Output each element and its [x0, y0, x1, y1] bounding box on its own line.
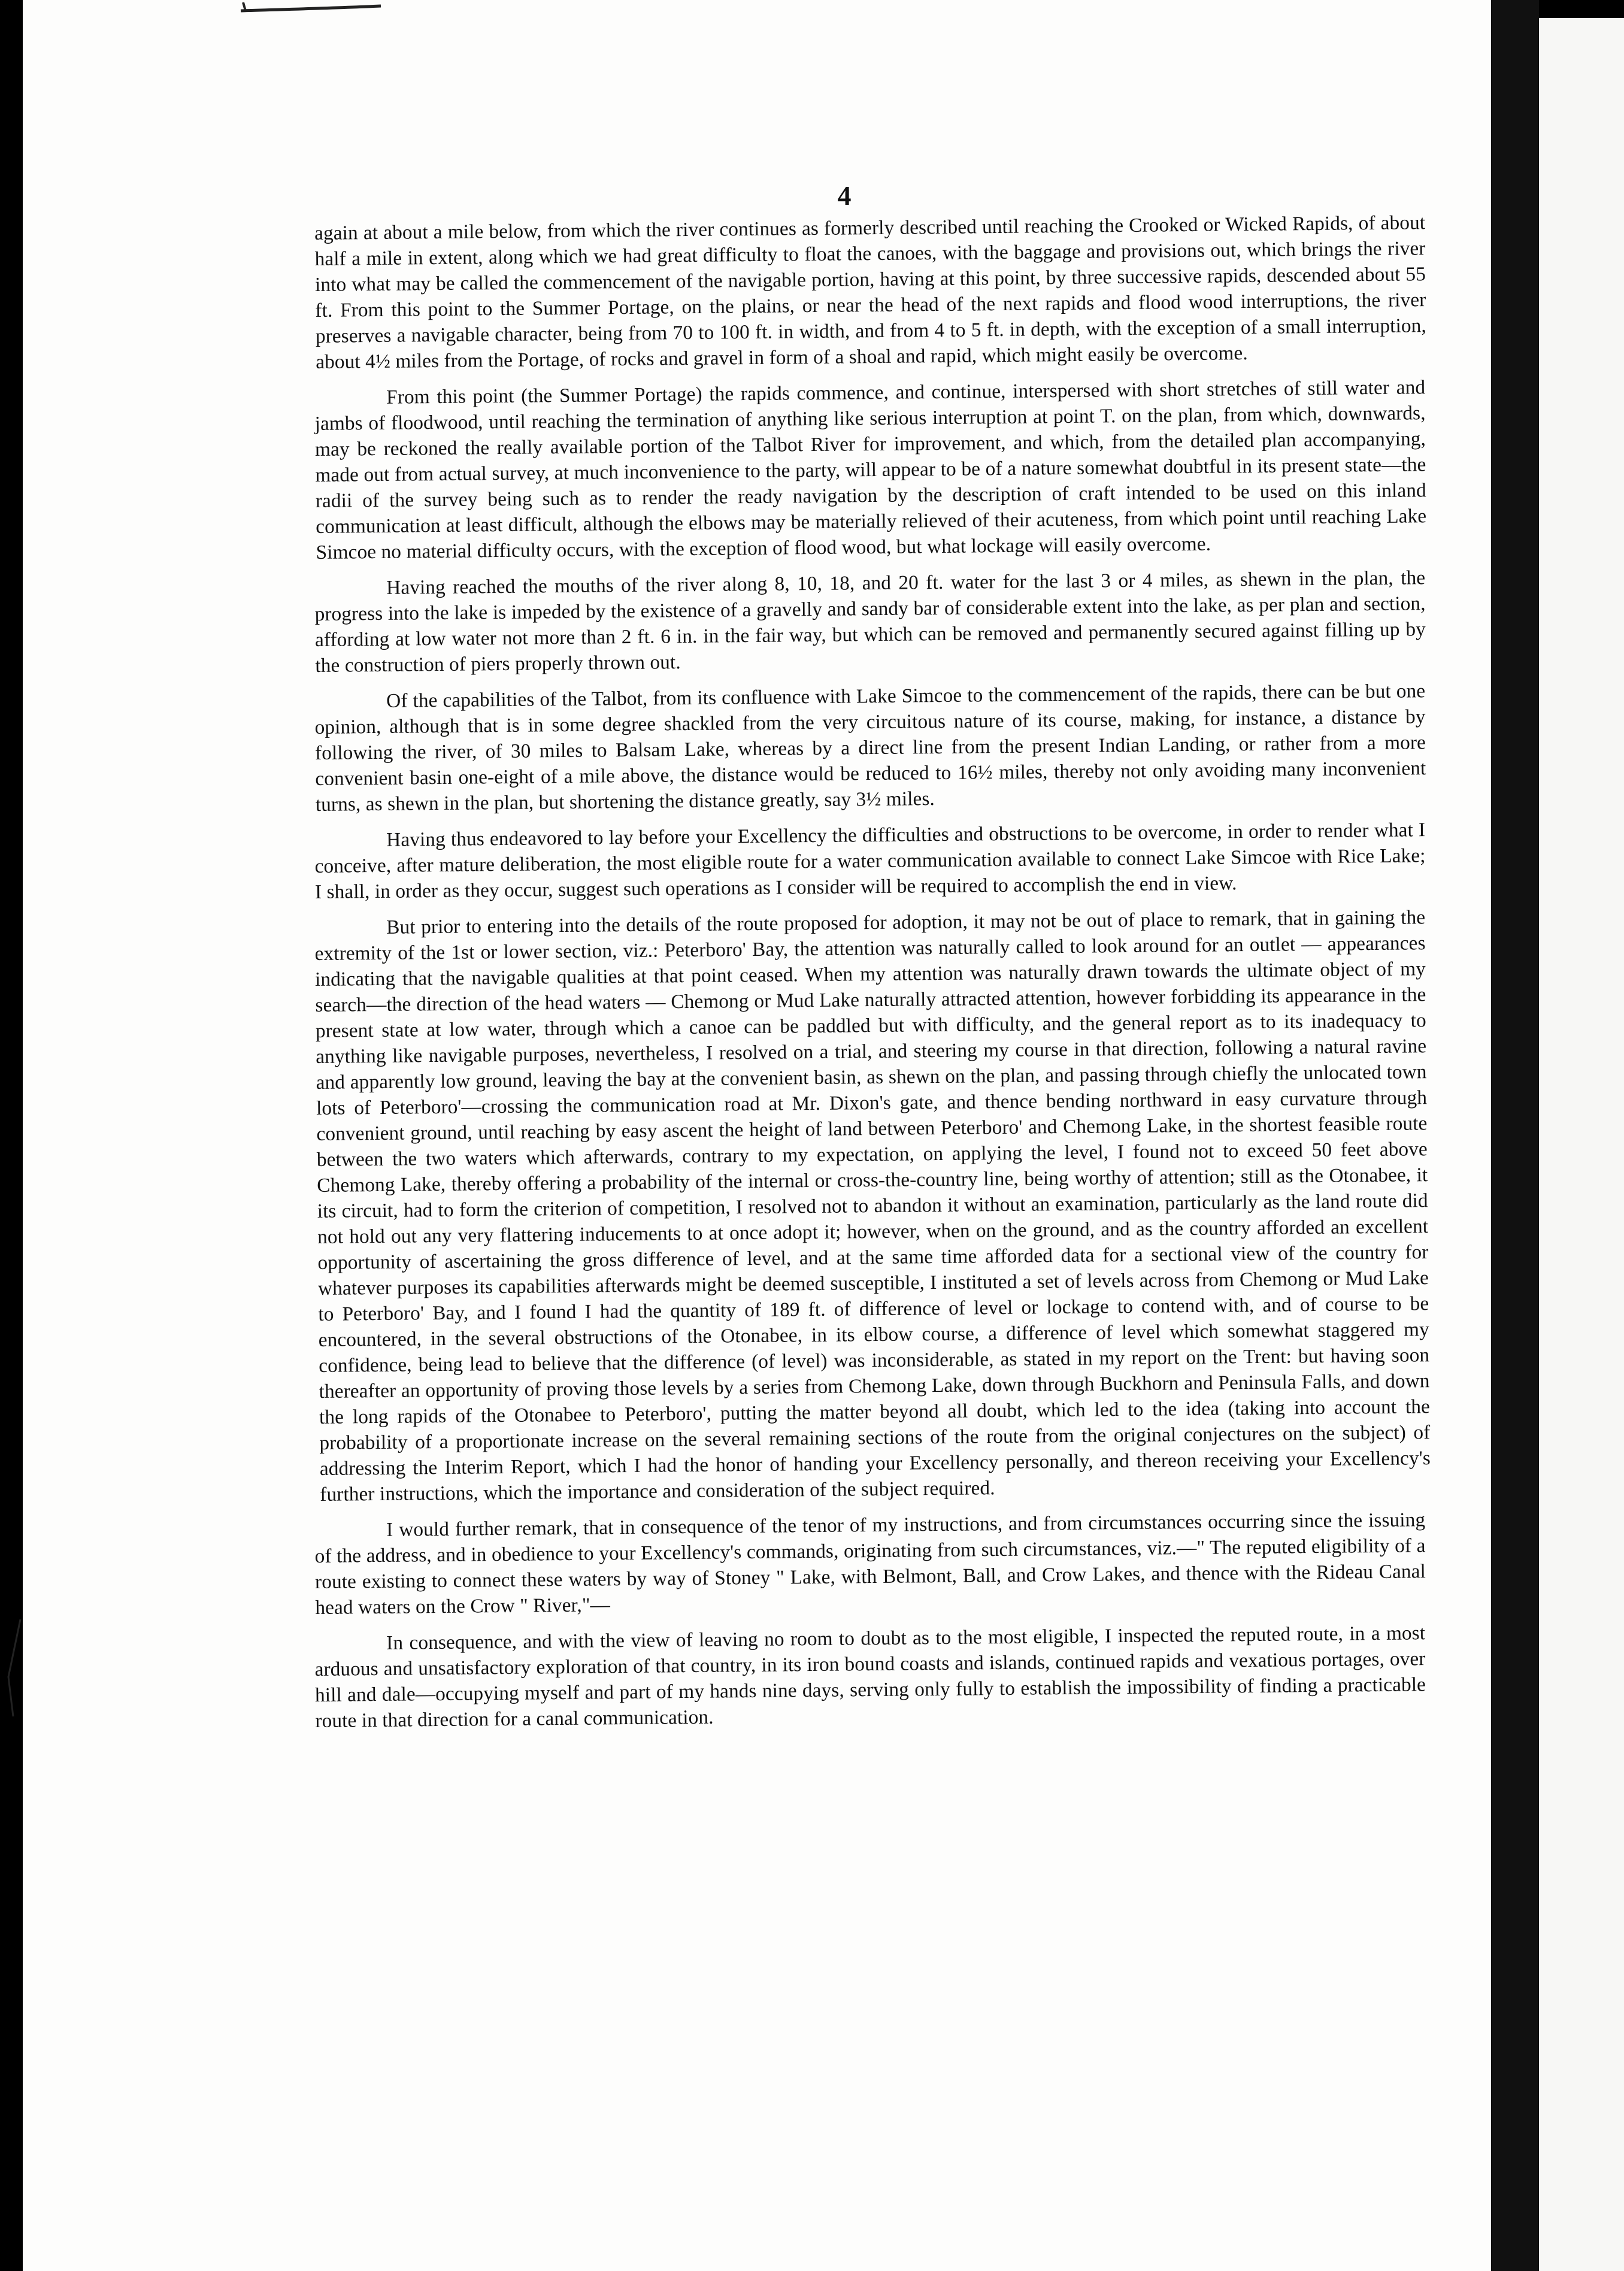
margin-slash-mark	[5, 1617, 23, 1719]
paragraph: But prior to entering into the details of the route proposed for adoption, it may not be out of place to remark, that in gaining the extremity of the 1st or lower section, viz.: Peterboro' Bay, the attention was naturally called to look around for an outlet — appearances indicating that the navigable qualities at that point ceased. When my attention was naturally drawn towards the ultimate object of my search—the direction of the head waters — Chemong or Mud Lake naturally attracted attention, however forbidding its appearance in the present state at low water, through which a canoe can be paddled but with difficulty, and the general report as to its inadequacy to anything like navigable purposes, nevertheless, I resolved on a trial, and steering my course in that direction, following a natural ravine and apparently low ground, leaving the bay at the convenient basin, as shewn on the plan, and passing through chiefly the unlocated town lots of Peterboro'—crossing the communication road at Mr. Dixon's gate, and thence bending northward in easy curvature through convenient ground, until reaching by easy ascent the height of land between Peterboro' and Chemong Lake, in the shortest feasible route between the two waters which afterwards, contrary to my expectation, on applying the level, I found not to exceed 50 feet above Chemong Lake, thereby offering a probability of the internal or cross-the-country line, being worthy of attention; still as the Otonabee, it its circuit, had to form the criterion of competition, I resolved not to abandon it without an examination, particularly as the land route did not hold out any very flattering inducements to at once adopt it; however, when on the ground, and as the country afforded an excellent opportunity of ascertaining the gross difference of level, and at the same time afforded data for a sectional view of the country for whatever purposes its capabilities afterwards might be deemed susceptible, I instituted a set of levels across from Chemong or Mud Lake to Peterboro' Bay, and I found I had the quantity of 189 ft. of difference of level or lockage to contend with, and of course to be encountered, in the several obstructions of the Otonabee, in its elbow course, a difference of level which somewhat staggered my confidence, being lead to believe that the difference (of level) was inconsiderable, as stated in my report on the Trent: but having soon thereafter an opportunity of proving those levels by a series from Chemong Lake, down through Buckhorn and Peninsula Falls, and down the long rapids of the Otonabee to Peterboro', putting the matter beyond all doubt, which led to the idea (taking into account the probability of a proportionate increase on the several remaining sections of the route from the original conjectures on the subject) of addressing the Interim Report, which I had the honor of handing your Excellency personally, and thereon receiving your Excellency's further instructions, which the importance and consideration of the subject required.	[314, 906, 1431, 1506]
paragraph: From this point (the Summer Portage) the rapids commence, and continue, interspersed with short stretches of still water and jambs of floodwood, until reaching the termination of anything like serious interruption at point T. on the plan, from which, downwards, may be reckoned the really available portion of the Talbot River for improvement, and which, from the detailed plan accompanying, made out from actual survey, at much inconvenience to the party, will appear to be of a nature somewhat doubtful in its present state—the radii of the survey being such as to render the ready navigation by the description of craft intended to be used on this inland communication at least difficult, although the elbows may be materially relieved of their acuteness, from which point until reaching Lake Simcoe no material difficulty occurs, with the exception of flood wood, but what lockage will easily overcome.	[314, 376, 1427, 564]
gutter-shadow	[1491, 0, 1539, 2271]
paragraph: again at about a mile below, from which the river continues as formerly described until reaching the Crooked or Wicked Rapids, of about half a mile in extent, along which we had great difficulty to float the canoes, with the baggage and provisions out, which brings the river into what may be called the commencement of the navigable portion, having at this point, by three successive rapids, descended about 55 ft. From this point to the Summer Portage, on the plains, or near the head of the next rapids and flood wood interruptions, the river preserves a navigable character, being from 70 to 100 ft. in width, and from 4 to 5 ft. in depth, with the exception of a small interruption, about 4½ miles from the Portage, of rocks and gravel in form of a shoal and rapid, which might easily be overcome.	[314, 211, 1426, 373]
adjacent-page-edge	[1539, 18, 1624, 2271]
body-text	[314, 211, 1431, 1744]
paragraph: Having reached the mouths of the river along 8, 10, 18, and 20 ft. water for the last 3 or 4 miles, as shewn in the plan, the progress into the lake is impeded by the existence of a gravelly and sandy bar of considerable extent into the lake, as per plan and section, affording at low water not more than 2 ft. 6 in. in the fair way, but which can be removed and permanently secured against filling up by the construction of piers properly thrown out.	[314, 567, 1426, 677]
ink-stroke-mark	[240, 0, 383, 24]
paragraph: In consequence, and with the view of leaving no room to doubt as to the most eligible, I inspected the reputed route, in a most arduous and unsatisfactory exploration of that country, in its iron bound coasts and islands, continued rapids and vexatious portages, over hill and dale—occupying myself and part of my hands nine days, serving only fully to establish the impossibility of finding a practicable route in that direction for a canal communication.	[314, 1622, 1426, 1732]
page-number: 4	[837, 180, 852, 211]
paragraph: I would further remark, that in consequence of the tenor of my instructions, and from circumstances occurring since the issuing of the address, and in obedience to your Excellency's commands, originating from such circumstances, viz.—" The reputed eligibility of a route existing to connect these waters by way of Stoney " Lake, with Belmont, Ball, and Crow Lakes, and thence with the Rideau Canal head waters on the Crow " River,"—	[314, 1509, 1426, 1619]
paragraph: Having thus endeavored to lay before your Excellency the difficulties and obstructions to be overcome, in order to render what I conceive, after mature deliberation, the most eligible route for a water communication available to connect Lake Simcoe with Rice Lake; I shall, in order as they occur, suggest such operations as I consider will be required to accomplish the end in view.	[314, 819, 1426, 903]
paragraph: Of the capabilities of the Talbot, from its confluence with Lake Simcoe to the commencement of the rapids, there can be but one opinion, although that is in some degree shackled from the very circuitous nature of its course, making, for instance, a distance by following the river, of 30 miles to Balsam Lake, whereas by a direct line from the present Indian Landing, or rather from a more convenient basin one-eight of a mile above, the distance would be reduced to 16½ miles, thereby not only avoiding many inconvenient turns, as shewn in the plan, but shortening the distance greatly, say 3½ miles.	[314, 680, 1426, 816]
